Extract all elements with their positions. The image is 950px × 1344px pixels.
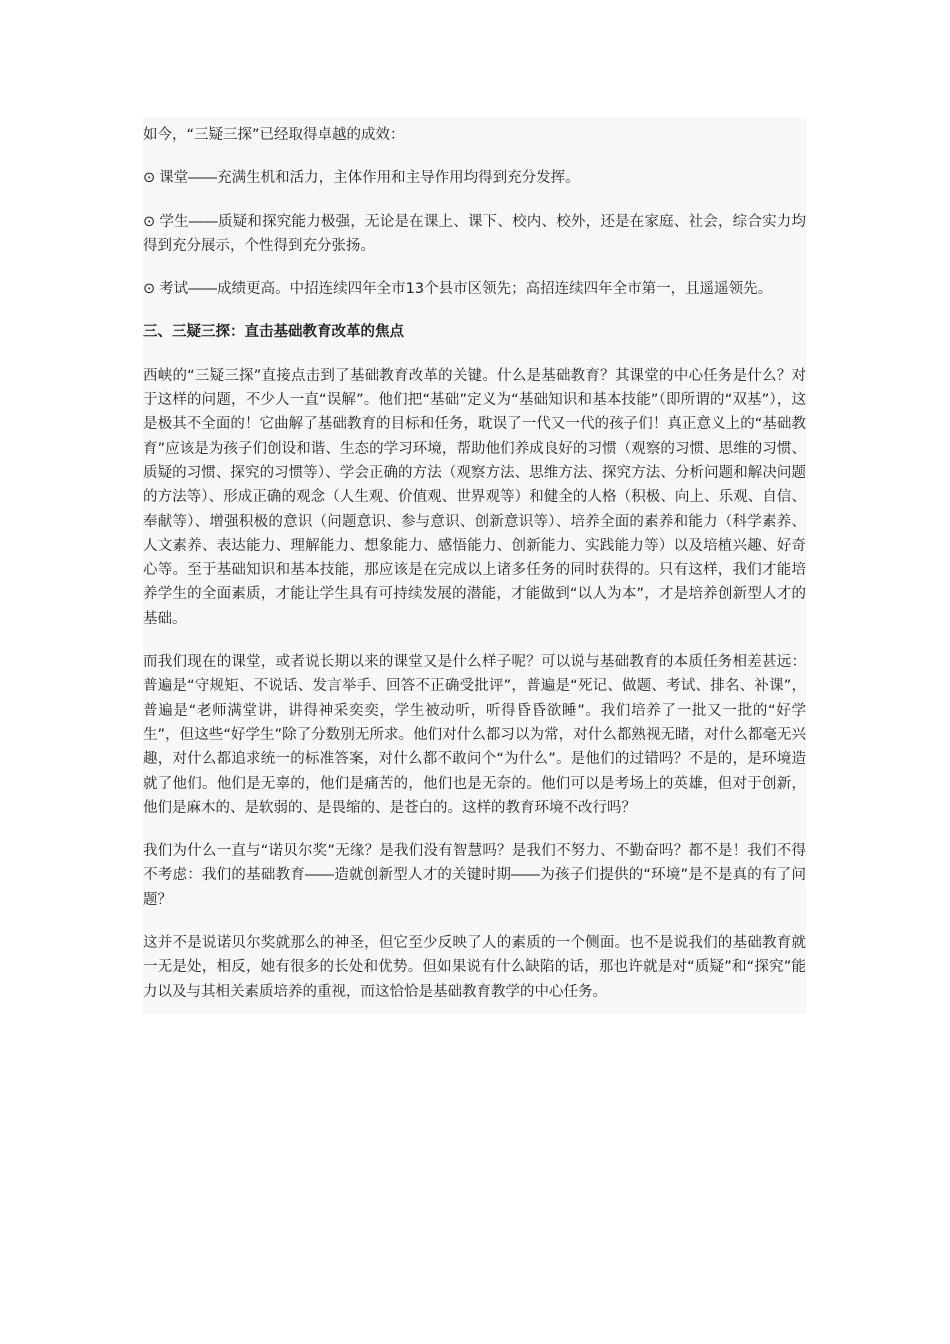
body-paragraph: 西峡的“三疑三探”直接点击到了基础教育改革的关键。什么是基础教育？其课堂的中心任务是什么？对于这样的问题，不少人一直“误解”。他们把“基础”定义为“基础知识和基本技能”（即所谓的“双基”），这是极其不全面的！它曲解了基础教育的目标和任务，耽误了一代又一代的孩子们！真正意义上的“基础教育”应该是为孩子们创设和谐、生态的学习环境，帮助他们养成良好的习惯（观察的习惯、思维的习惯、质疑的习惯、探究的习惯等）、学会正确的方法（观察方法、思维方法、探究方法、分析问题和解决问题的方法等）、形成正确的观念（人生观、价值观、世界观等）和健全的人格（积极、向上、乐观、自信、奉献等）、增强积极的意识（问题意识、参与意识、创新意识等）、培养全面的素养和能力（科学素养、人文素养、表达能力、理解能力、想象能力、感悟能力、创新能力、实践能力等）以及培植兴趣、好奇心等。至于基础知识和基本技能，那应该是在完成以上诸多任务的同时获得的。只有这样，我们才能培养学生的全面素质，才能让学生具有可持续发展的潜能，才能做到“以人为本”，才是培养创新型人才的基础。	[143, 367, 806, 627]
achievement-text: 学生――质疑和探究能力极强，无论是在课上、课下、校内、校外，还是在家庭、社会，综合实力均得到充分展示，个性得到充分张扬。	[143, 213, 806, 254]
achievement-text: 课堂――充满生机和活力，主体作用和主导作用均得到充分发挥。	[159, 170, 580, 187]
circle-dot-icon: ⊙	[143, 213, 156, 230]
body-paragraph: 我们为什么一直与“诺贝尔奖”无缘？是我们没有智慧吗？是我们不努力、不勤奋吗？都不是！我们不得不考虑：我们的基础教育――造就创新型人才的关键时期――为孩子们提供的“环境”是不是真的有了问题？	[143, 843, 806, 908]
achievement-text: 考试――成绩更高。中招连续四年全市13个县市区领先；高招连续四年全市第一，且遥遥领先。	[159, 281, 773, 298]
body-paragraph: 这并不是说诺贝尔奖就那么的神圣，但它至少反映了人的素质的一个侧面。也不是说我们的基础教育就一无是处，相反，她有很多的长处和优势。但如果说有什么缺陷的话，那也许就是对“质疑”和“探究”能力以及与其相关素质培养的重视，而这恰恰是基础教育教学的中心任务。	[143, 935, 806, 1000]
section-heading: 三、三疑三探：直击基础教育改革的焦点	[143, 324, 404, 341]
achievement-exams	[143, 277, 806, 301]
document-body	[143, 117, 806, 1014]
achievement-classroom	[143, 166, 806, 190]
achievement-students	[143, 210, 806, 259]
circle-dot-icon: ⊙	[143, 170, 156, 187]
circle-dot-icon: ⊙	[143, 281, 156, 298]
intro-paragraph: 如今，“三疑三探”已经取得卓越的成效：	[143, 127, 405, 143]
body-paragraph: 而我们现在的课堂，或者说长期以来的课堂又是什么样子呢？可以说与基础教育的本质任务相差甚远：普遍是“守规矩、不说话、发言举手、回答不正确受批评”，普遍是“死记、做题、考试、排名、补课”，普遍是“老师满堂讲，讲得神采奕奕，学生被动听，听得昏昏欲睡”。我们培养了一批又一批的“好学生”，但这些“好学生”除了分数别无所求。他们对什么都习以为常，对什么都熟视无睹，对什么都毫无兴趣，对什么都追求统一的标准答案，对什么都不敢问个“为什么”。是他们的过错吗？不是的，是环境造就了他们。他们是无辜的，他们是痛苦的，他们也是无奈的。他们可以是考场上的英雄，但对于创新，他们是麻木的、是软弱的、是畏缩的、是苍白的。这样的教育环境不改行吗？	[143, 654, 806, 816]
